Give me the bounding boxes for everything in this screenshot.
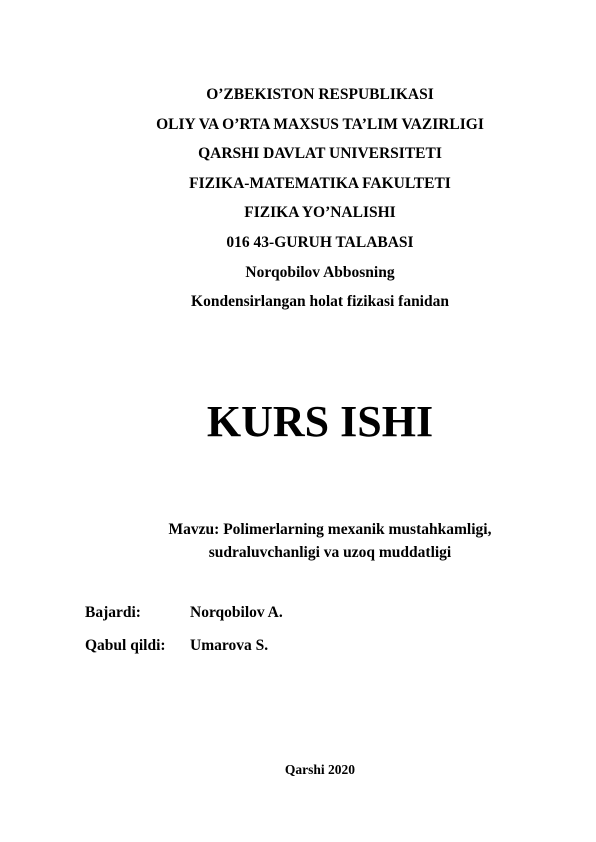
performed-by-label: Bajardi: (85, 604, 141, 621)
accepted-by-value: Umarova S. (190, 637, 269, 654)
accepted-by-label: Qabul qildi: (85, 637, 166, 654)
place-year: Qarshi 2020 (284, 762, 356, 777)
accepted-by-row (85, 634, 283, 667)
header-university: QARSHI DAVLAT UNIVERSITETI (198, 145, 442, 163)
topic-block (0, 518, 596, 564)
header-subject: Kondensirlangan holat fizikasi fanidan (191, 293, 449, 311)
header-faculty: FIZIKA-MATEMATIKA FAKULTETI (189, 174, 451, 192)
topic-line-1: Mavzu: Polimerlarning mexanik mustahkamligi, (168, 521, 492, 538)
header-student: Norqobilov Abbosning (245, 263, 395, 281)
title-page-header (0, 80, 596, 317)
document-title: KURS ISHI (206, 397, 434, 446)
topic-line-2: sudraluvchanligi va uzoq muddatligi (208, 544, 452, 561)
header-group: 016 43-GURUH TALABASI (226, 233, 414, 251)
performed-by-row (85, 601, 283, 634)
header-ministry: OLIY VA O’RTA MAXSUS TA’LIM VAZIRLIGI (156, 115, 484, 133)
header-country: O’ZBEKISTON RESPUBLIKASI (206, 86, 434, 103)
performed-by-value: Norqobilov A. (190, 604, 283, 621)
roles-block (85, 601, 283, 667)
header-direction: FIZIKA YO’NALISHI (244, 204, 396, 222)
